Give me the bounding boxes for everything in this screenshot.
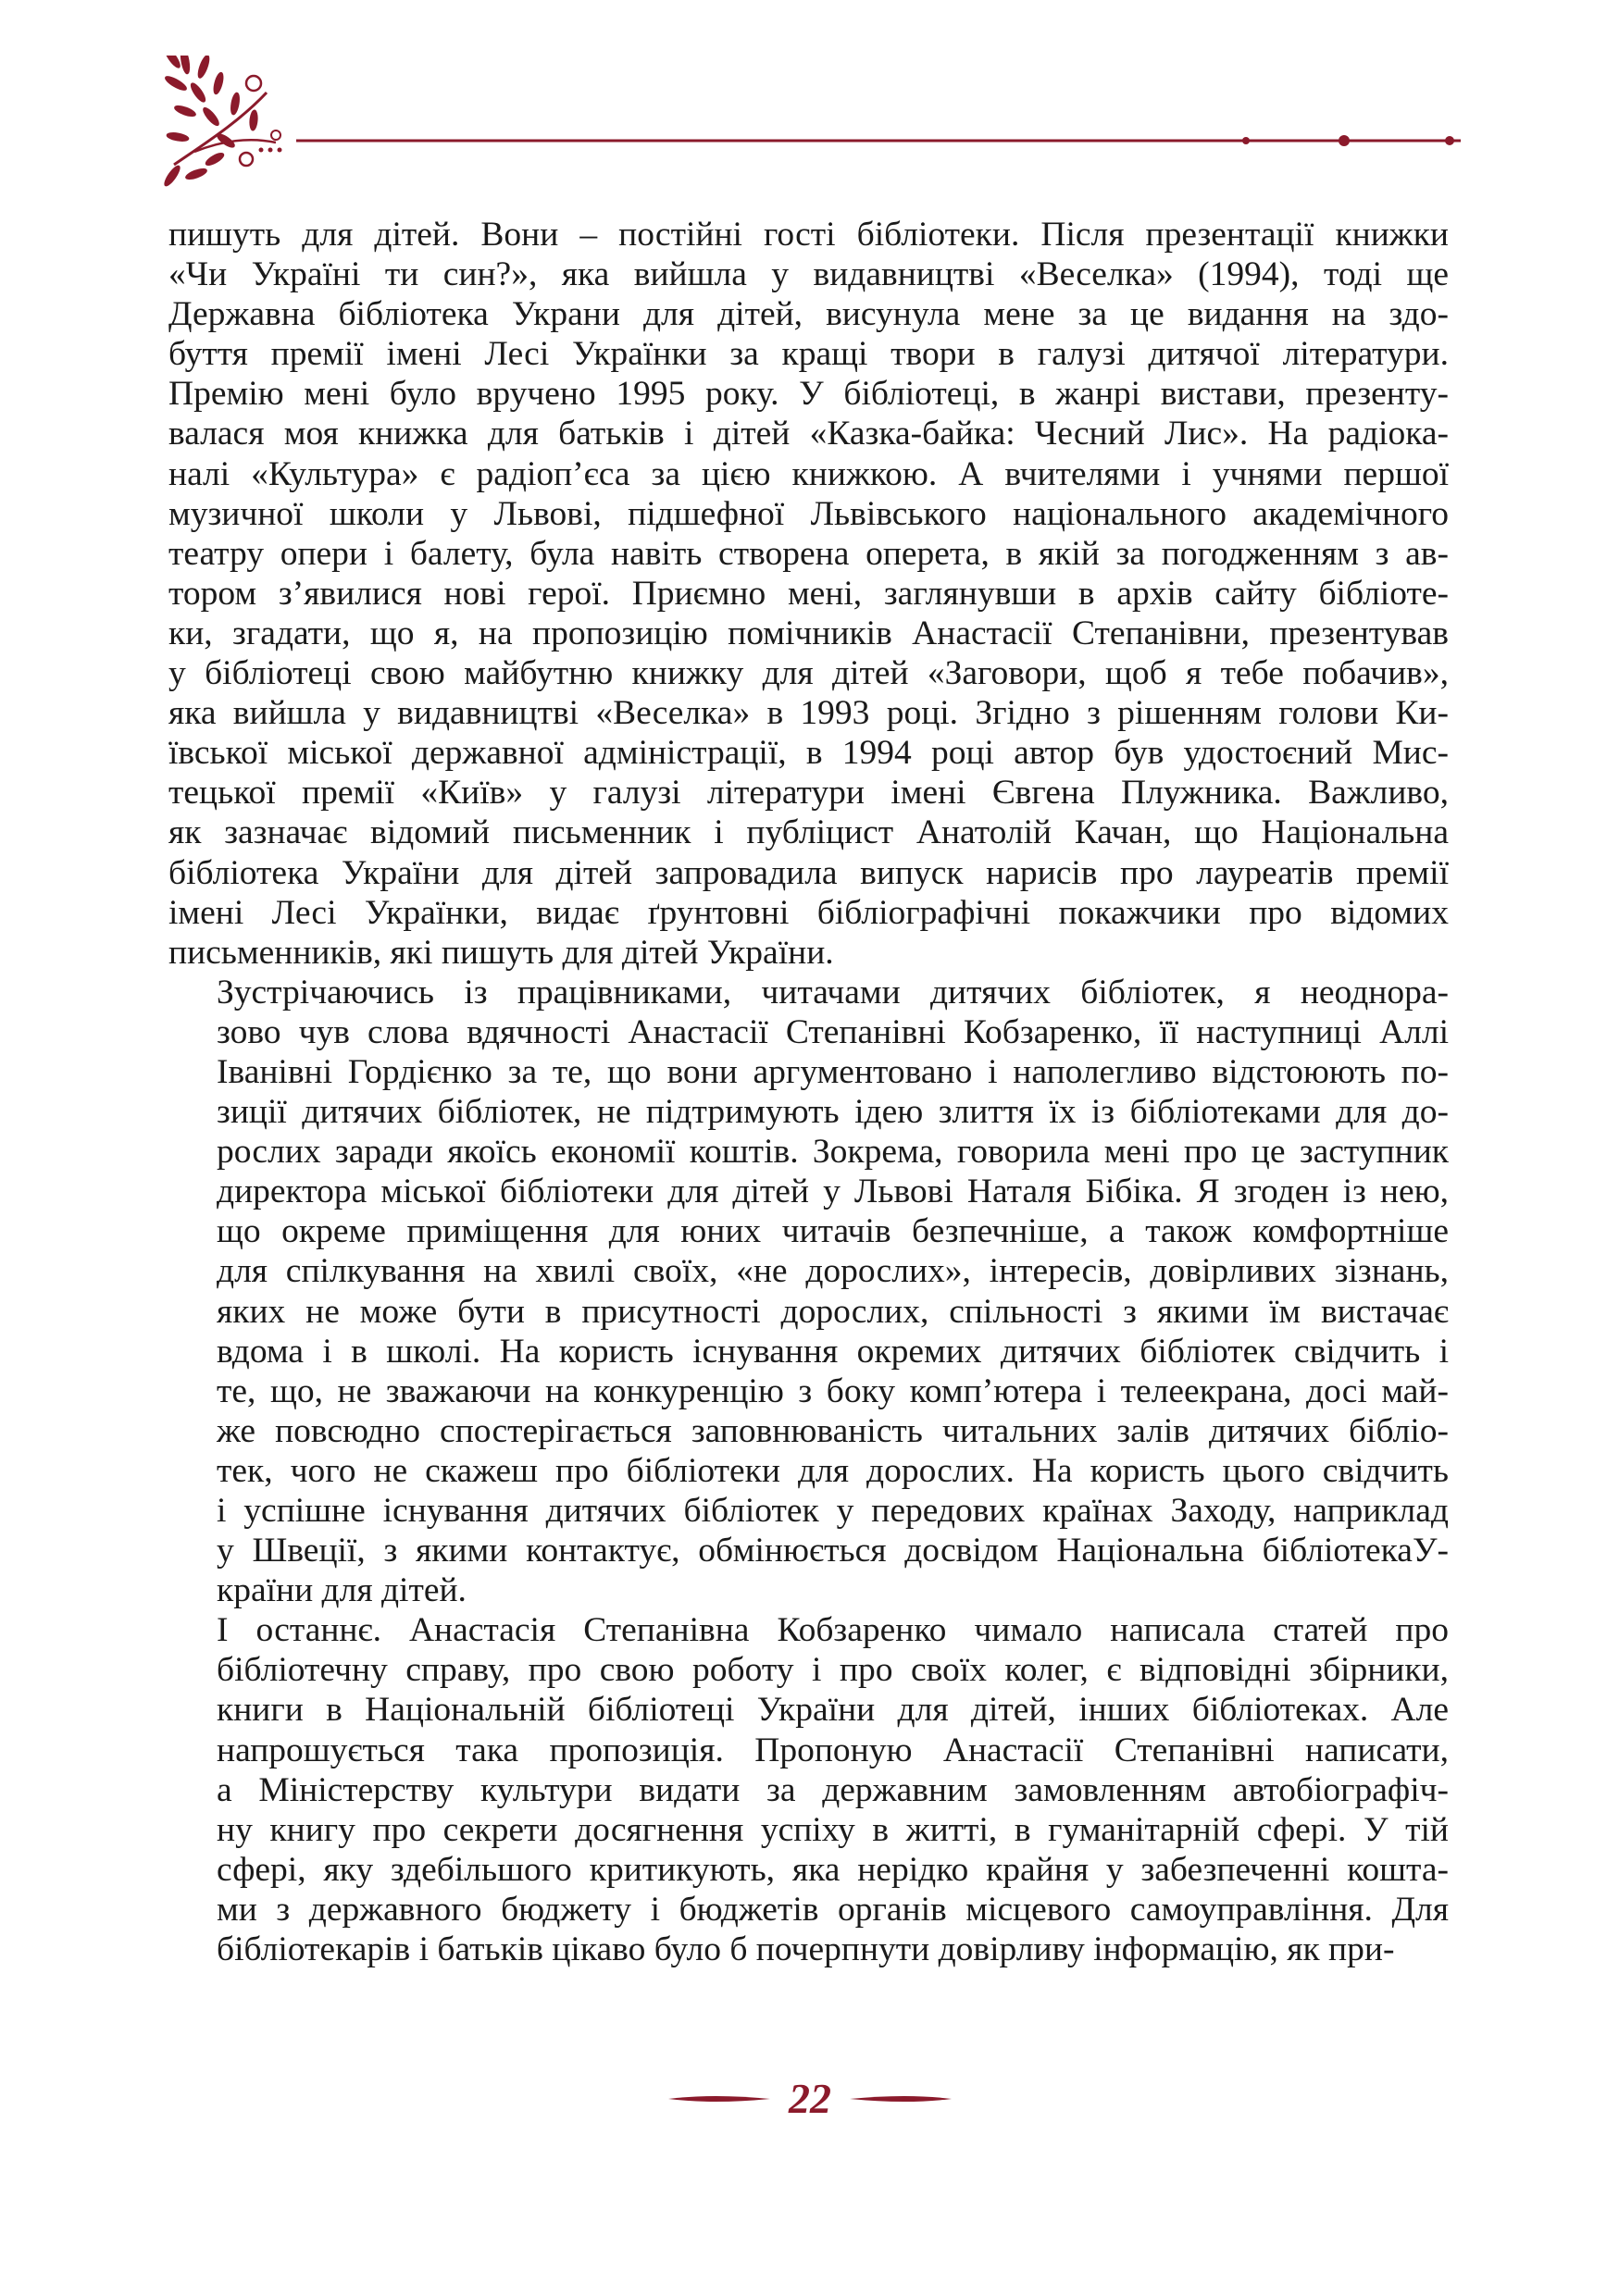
text-line: зово чув слова вдячності Анастасії Степанівні Кобзаренко, її наступниці Аллі xyxy=(217,1012,1449,1051)
text-line: рослих заради якоїсь економії коштів. Зокрема, говорила мені про це заступник xyxy=(217,1133,1449,1172)
text-line: буття премії імені Лесі Українки за кращі твори в галузі дитячої літератури. xyxy=(168,335,1449,374)
paragraph xyxy=(168,973,1449,1611)
text-line: книги в Національній бібліотеці України для дітей, інших бібліотеках. Але xyxy=(217,1691,1449,1730)
text-line: тором з’явилися нові герої. Приємно мені, заглянувши в архів сайту бібліоте- xyxy=(168,574,1449,613)
text-line: країни для дітей. xyxy=(217,1571,467,1610)
text-line: валася моя книжка для батьків і дітей «Казка-байка: Чесний Лис». На радіока- xyxy=(168,415,1449,453)
text-line: напрошується така пропозиція. Пропоную Анастасії Степанівні написати, xyxy=(217,1731,1449,1769)
text-line: ну книгу про секрети досягнення успіху в житті, в гуманітарній сфері. У тій xyxy=(217,1810,1449,1849)
text-line: у Швеції, з якими контактує, обмінюється досвідом Національна бібліотекаУ- xyxy=(217,1532,1449,1570)
footer-rule-left xyxy=(668,2096,770,2102)
text-line: ки, згадати, що я, на пропозицію помічників Анастасії Степанівни, презентував xyxy=(168,614,1449,652)
text-line: а Міністерству культури видати за державним замовленням автобіографіч- xyxy=(217,1770,1449,1809)
text-line: що окреме приміщення для юних читачів безпечніше, а також комфортніше xyxy=(217,1212,1449,1251)
text-line: налі «Культура» є радіоп’єса за цією книжкою. А вчителями і учнями першої xyxy=(168,454,1449,493)
floral-branch-icon xyxy=(162,56,281,188)
text-line: зиції дитячих бібліотек, не підтримують ідею злиття їх із бібліотеками для до- xyxy=(217,1093,1449,1132)
page-number: 22 xyxy=(789,2075,831,2122)
header-ornament xyxy=(157,56,1472,194)
text-line: ми з державного бюджету і бюджетів органів місцевого самоуправління. Для xyxy=(217,1890,1449,1929)
text-line: яка вийшла у видавництві «Веселка» в 1993 році. Згідно з рішенням голови Ки- xyxy=(168,694,1449,733)
text-line: ївської міської державної адміністрації, в 1994 році автор був удостоєний Мис- xyxy=(168,734,1449,773)
text-line: бібліотека України для дітей запровадила випуск нарисів про лауреатів премії xyxy=(168,853,1449,892)
text-line: Іванівні Гордієнко за те, що вони аргументовано і наполегливо відстоюють по- xyxy=(217,1052,1449,1091)
text-line: тецької премії «Київ» у галузі літератури імені Євгена Плужника. Важливо, xyxy=(168,774,1449,813)
text-line: тек, чого не скажеш про бібліотеки для дорослих. На користь цього свідчить xyxy=(217,1451,1449,1490)
text-line: у бібліотеці свою майбутню книжку для дітей «Заговори, щоб я тебе побачив», xyxy=(168,654,1449,693)
text-line: музичної школи у Львові, підшефної Львівського національного академічного xyxy=(168,494,1449,533)
text-line: і успішне існування дитячих бібліотек у передових країнах Заходу, наприклад xyxy=(217,1492,1449,1530)
text-line: те, що, не зважаючи на конкуренцію з боку комп’ютера і телеекрана, досі май- xyxy=(217,1371,1449,1410)
text-line: пишуть для дітей. Вони – постійні гості бібліотеки. Після презентації книжки xyxy=(168,216,1449,254)
text-line: бібліотечну справу, про свою роботу і про своїх колег, є відповідні збірники, xyxy=(217,1651,1449,1690)
text-line: письменників, які пишуть для дітей України. xyxy=(168,933,834,972)
paragraph xyxy=(168,215,1449,973)
text-line: бібліотекарів і батьків цікаво було б почерпнути довірливу інформацію, як при- xyxy=(217,1930,1395,1969)
paragraph xyxy=(168,1610,1449,1969)
text-line: І останнє. Анастасія Степанівна Кобзаренко чимало написала статей про xyxy=(217,1611,1449,1650)
text-line: театру опери і балету, була навіть створена оперета, в якій за погодженням з ав- xyxy=(168,534,1449,573)
footer-rule-right xyxy=(850,2096,952,2102)
text-line: «Чи Україні ти син?», яка вийшла у видавництві «Веселка» (1994), тоді ще xyxy=(168,255,1449,294)
text-line: імені Лесі Українки, видає ґрунтовні бібліографічні покажчики про відомих xyxy=(168,893,1449,932)
text-line: для спілкування на хвилі своїх, «не дорослих», інтересів, довірливих зізнань, xyxy=(217,1252,1449,1291)
text-line: Зустрічаючись із працівниками, читачами дитячих бібліотек, я неоднора- xyxy=(217,973,1449,1011)
text-line: директора міської бібліотеки для дітей у Львові Наталя Бібіка. Я згоден із нею, xyxy=(217,1173,1449,1211)
text-line: же повсюдно спостерігається заповнюваність читальних залів дитячих бібліо- xyxy=(217,1411,1449,1450)
text-line: вдома і в школі. На користь існування окремих дитячих бібліотек свідчить і xyxy=(217,1332,1449,1371)
body-text xyxy=(168,215,1449,1969)
text-line: сфері, яку здебільшого критикують, яка нерідко крайня у забезпеченні кошта- xyxy=(217,1850,1449,1889)
text-line: Державна бібліотека Украни для дітей, висунула мене за це видання на здо- xyxy=(168,295,1449,334)
text-line: Премію мені було вручено 1995 року. У бібліотеці, в жанрі вистави, презенту- xyxy=(168,375,1449,414)
text-line: як зазначає відомий письменник і публіцист Анатолій Качан, що Національна xyxy=(168,813,1449,852)
text-line: яких не може бути в присутності дорослих, спільності з якими їм вистачає xyxy=(217,1292,1449,1331)
